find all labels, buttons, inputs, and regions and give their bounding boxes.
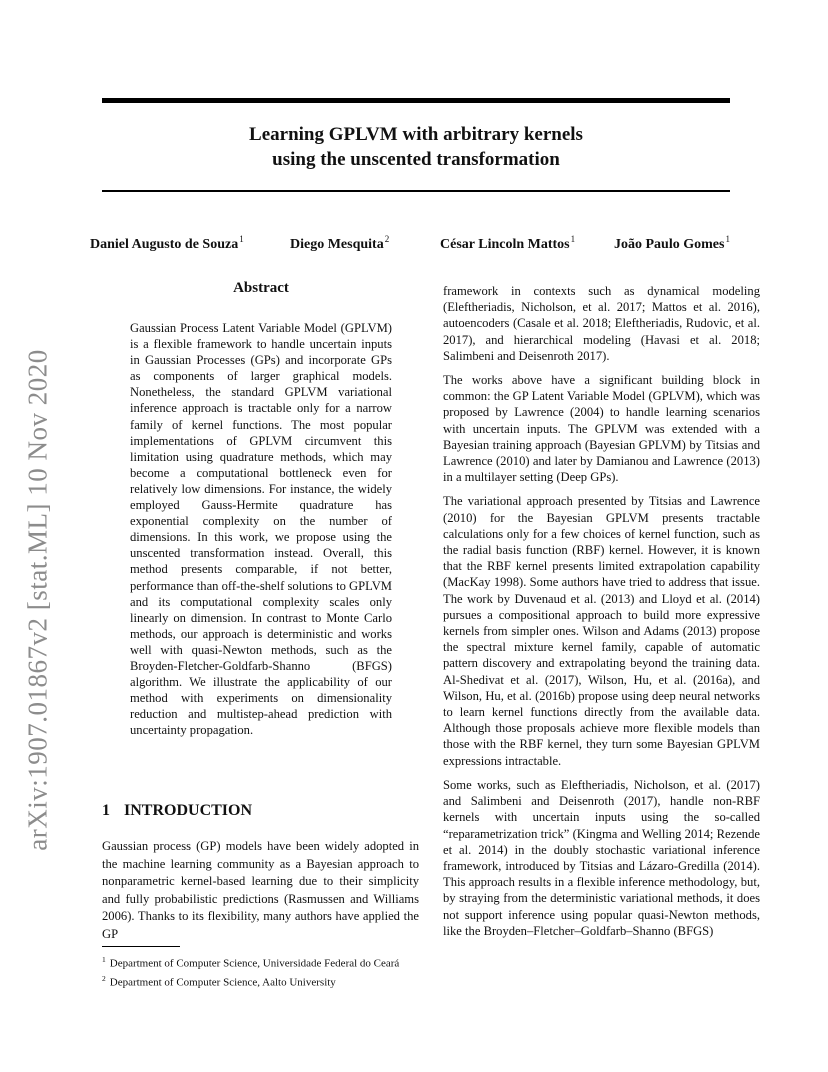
right-paragraph-3: The variational approach presented by Titsias and Lawrence (2010) for the Bayesian GPLVM presents tractable calculations only for a few choices of kernel function, such as the radial basis function (RBF) kernel. However, it is known that the RBF kernel presents limited extrapolation capability (MacKay 1998). Some authors have tried to address that issue. The work by Duvenaud et al. (2013) and Lloyd et al. (2014) pursues a compositional approach to build more expressive kernels from simpler ones. Wilson and Adams (2013) propose the spectral mixture kernel family, capable of automatic pattern discovery and extrapolating beyond the training data. Al-Shedivat et al. (2017), Wilson, Hu, et al. (2016a), and Wilson, Hu, et al. (2016b) propose using deep neural networks to learn kernel functions directly from the available data. Although those proposals achieve more flexible models than those with the RBF kernel, they turn some Bayesian GPLVM expressions intractable. xyxy=(443,494,760,768)
footnotes xyxy=(102,953,422,990)
footnote-mark: 2 xyxy=(102,973,106,983)
author-name: César Lincoln Mattos xyxy=(440,237,570,252)
affiliation-mark: 1 xyxy=(570,234,576,244)
author-name: Daniel Augusto de Souza xyxy=(90,237,239,252)
section-heading xyxy=(102,802,402,820)
author-4 xyxy=(614,234,730,253)
paper-title xyxy=(102,122,730,172)
footnote-mark: 1 xyxy=(102,955,106,964)
right-paragraph-2: The works above have a significant building block in common: the GP Latent Variable Model (GPLVM), which was proposed by Lawrence (2004) to handle learning scenarios with uncertain inputs. The GPLVM was extended with a Bayesian training approach (Bayesian GPLVM) by Titsias and Lawrence (2010) and later by Damianou and Lawrence (2013) in a multilayer setting (Deep GPs). xyxy=(443,373,760,485)
title-line-2: using the unscented transformation xyxy=(272,149,560,170)
section-number: 1 xyxy=(102,802,110,819)
intro-paragraph: Gaussian process (GP) models have been widely adopted in the machine learning community as a Bayesian approach to nonparametric kernel-based learning due to their simplicity and fully probabilistic predictions (Rasmussen and Williams 2006). Thanks to its flexibility, many authors have applied the GP xyxy=(102,839,419,941)
footnote-text: Department of Computer Science, Aalto University xyxy=(109,976,336,989)
right-paragraph-1: framework in contexts such as dynamical modeling (Eleftheriadis, Nicholson, et al. 2017; Mattos et al. 2016), autoencoders (Casale et al. 2018; Eleftheriadis, Rudovic, et al. 2017), and hierarchical modeling (Havasi et al. 2018; Salimbeni and Deisenroth 2017). xyxy=(443,284,760,363)
title-line-1: Learning GPLVM with arbitrary kernels xyxy=(249,124,583,145)
arxiv-stamp-text: arXiv:1907.01867v2 [stat.ML] 10 Nov 2020 xyxy=(22,349,53,851)
footnote-rule xyxy=(102,946,180,947)
section-title: INTRODUCTION xyxy=(124,802,253,819)
affiliation-mark: 1 xyxy=(725,234,730,244)
affiliation-mark: 1 xyxy=(239,234,244,244)
author-name: João Paulo Gomes xyxy=(614,237,725,252)
title-bottom-rule xyxy=(102,190,730,192)
author-name: Diego Mesquita xyxy=(290,237,384,252)
author-list xyxy=(0,234,828,254)
affiliation-mark: 2 xyxy=(384,234,390,244)
abstract-body: Gaussian Process Latent Variable Model (GPLVM) is a flexible framework to handle uncertain inputs in Gaussian Processes (GPs) and incorporate GPs as components of larger graphical models. Nonetheless, the standard GPLVM variational inference approach is tractable only for a narrow family of kernel functions. The most popular implementations of GPLVM circumvent this limitation using quadrature methods, which may become a computational bottleneck even for relatively low dimensions. For instance, the widely employed Gauss-Hermite quadrature has exponential complexity on the number of dimensions. In this work, we propose using the unscented transformation instead. Overall, this method presents comparable, if not better, performance than off-the-shelf solutions to GPLVM and its computational complexity scales only linearly on dimension. In contrast to Monte Carlo methods, our approach is deterministic and works well with quasi-Newton methods, such as the Broyden-Fletcher-Goldfarb-Shanno (BFGS) algorithm. We illustrate the applicability of our method with experiments on dimensionality reduction and multistep-ahead prediction with uncertainty propagation. xyxy=(130,321,392,738)
author-1 xyxy=(90,234,244,253)
right-paragraph-4: Some works, such as Eleftheriadis, Nicholson, et al. (2017) and Salimbeni and Deisenroth (2017), handle non-RBF kernels with uncertain inputs using the so-called “reparametrization trick” (Kingma and Welling 2014; Rezende et al. 2014) in the doubly stochastic variational inference framework, introduced by Titsias and Lázaro-Gredilla (2014). This approach results in a flexible inference methodology, but, by straying from the deterministic variational methods, it does not support inference using popular quasi-Newton methods, like the Broyden–Fletcher–Goldfarb–Shanno (BFGS) xyxy=(443,777,760,938)
footnote-text: Department of Computer Science, Universidade Federal do Ceará xyxy=(109,957,400,970)
right-column xyxy=(443,283,760,947)
author-2 xyxy=(290,234,389,253)
abstract-heading: Abstract xyxy=(233,280,289,296)
footnote-1 xyxy=(102,953,422,971)
author-3 xyxy=(440,234,575,253)
title-top-rule xyxy=(102,98,730,103)
footnote-2 xyxy=(102,972,422,990)
